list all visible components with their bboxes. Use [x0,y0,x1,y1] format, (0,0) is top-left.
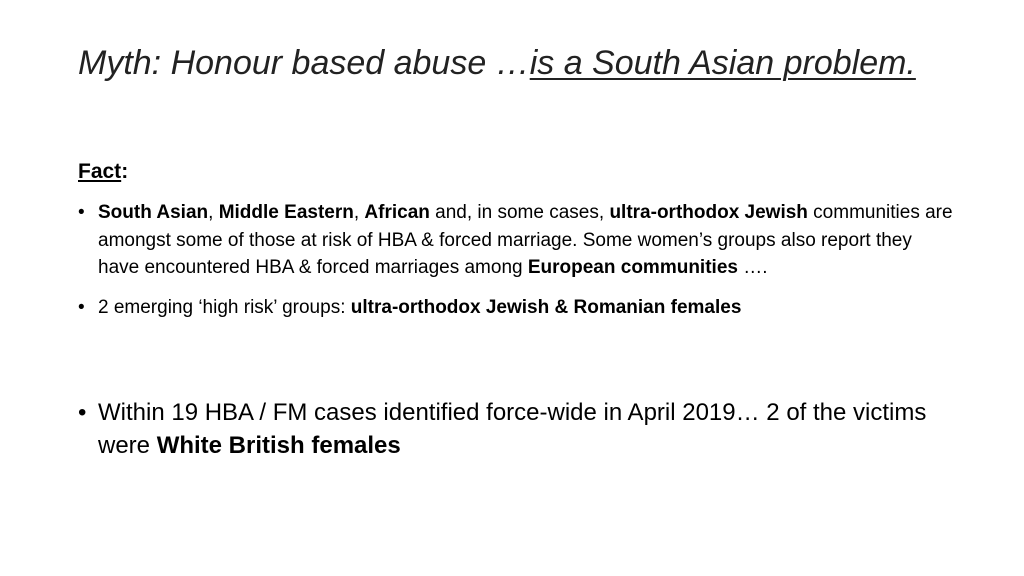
text-communities-risk: communities are amongst some of those at risk of HBA & forced marriage. Some women’s groups also report they have encountered HBA & forced marriages among [98,202,953,278]
bullet-april-2019-cases [78,396,958,462]
text-ellipsis: …. [737,257,768,278]
statistic-bullet-list [78,396,958,462]
bold-white-british: White British females [156,432,401,459]
bullet-high-risk-groups [78,294,958,322]
bold-south-asian: South Asian [98,202,209,223]
text-sep-2: , [353,202,365,223]
bold-european-communities: European communities [527,257,738,278]
title-emphasis: is a South Asian problem. [529,44,916,82]
text-some-cases: and, in some cases, [429,202,610,223]
bold-high-risk-groups: ultra-orthodox Jewish & Romanian females [350,296,742,318]
title-prefix: Myth: Honour based abuse … [78,44,530,82]
fact-label: Fact [78,160,122,183]
fact-bullet-list [78,199,958,321]
text-emerging-groups: 2 emerging ‘high risk’ groups: [98,296,351,318]
bold-middle-eastern: Middle Eastern [218,202,354,223]
slide-title [78,40,958,86]
fact-heading [78,160,128,184]
bullet-communities [78,199,958,282]
bold-ultra-orthodox: ultra-orthodox Jewish [609,202,808,223]
fact-colon: : [121,160,129,183]
text-cases: Within 19 HBA / FM cases identified force-wide in April 2019… 2 of the victims were [98,399,927,459]
text-sep-1: , [208,202,219,223]
bold-african: African [364,202,430,223]
